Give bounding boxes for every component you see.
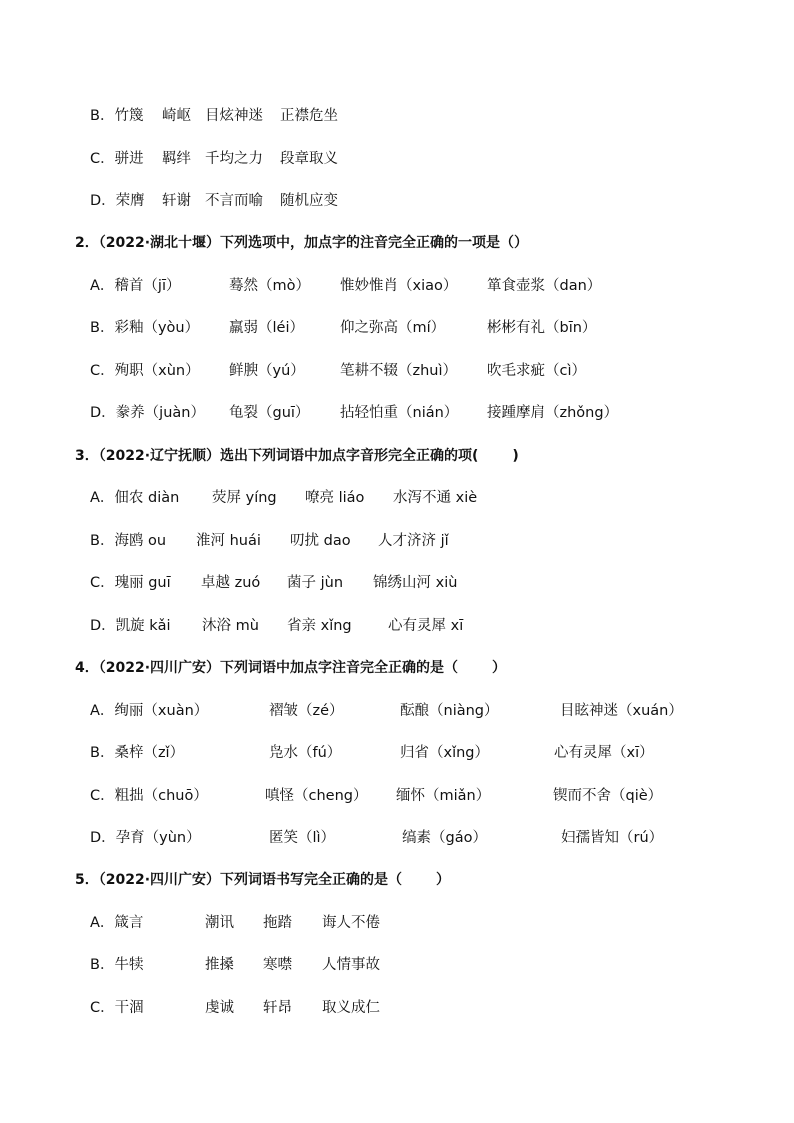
option-text: 诲人不倦 [322, 915, 380, 931]
option-text: 拈轻怕重（nián） [340, 405, 459, 421]
question-text-end: ) [512, 448, 519, 464]
option-text: D．凯旋 kǎi [90, 618, 171, 634]
option-text: 荧屏 yíng [212, 490, 277, 506]
question-text-end: ） [492, 660, 507, 676]
option-text: 羁绊 [162, 151, 191, 167]
option-text: 目眩神迷（xuán） [560, 703, 683, 719]
option-text: 接踵摩肩（zhǒng） [487, 405, 619, 421]
question-text-main: 3．（2022·辽宁抚顺）选出下列词语中加点字音形完全正确的项( [75, 448, 479, 464]
option-text: 龟裂（guī） [229, 405, 310, 421]
option-text: 段章取义 [280, 151, 338, 167]
option-text: 吹毛求疵（cì） [487, 363, 587, 379]
option-text: 轩昂 [263, 1000, 292, 1016]
option-text: 叨扰 dao [290, 533, 351, 549]
option-text: B．海鸥 ou [90, 533, 167, 549]
option-text: D．孕育（yùn） [90, 830, 201, 846]
option-text: 褶皱（zé） [269, 703, 344, 719]
option-text: 不言而喻 [205, 193, 263, 209]
question-stem [0, 656, 794, 680]
option-row [0, 147, 794, 171]
option-text: 羸弱（léi） [229, 320, 304, 336]
option-text: 沐浴 mù [202, 618, 259, 634]
option-text: B．彩釉（yòu） [90, 320, 200, 336]
option-row [0, 741, 794, 765]
option-text: 锲而不舍（qiè） [553, 788, 663, 804]
question-text [75, 656, 506, 680]
option-text: 心有灵犀（xī） [554, 745, 654, 761]
question-text [75, 868, 450, 892]
option-text: 笔耕不辍（zhuì） [340, 363, 458, 379]
option-text: A．稽首（jī） [90, 278, 181, 294]
option-text: 崎岖 [162, 108, 191, 124]
option-text: 虔诚 [205, 1000, 234, 1016]
option-row [0, 953, 794, 977]
option-text: D．荣膺 [90, 193, 145, 209]
option-text: 妇孺皆知（rú） [561, 830, 664, 846]
option-text: 寒噤 [263, 957, 292, 973]
option-text: 潮讯 [205, 915, 234, 931]
option-text: 水泻不通 xiè [393, 490, 478, 506]
option-text: 缅怀（miǎn） [396, 788, 491, 804]
option-row [0, 274, 794, 298]
option-text: 菌子 jùn [287, 575, 344, 591]
option-text: C．瑰丽 guī [90, 575, 171, 591]
option-text: B．牛犊 [90, 957, 144, 973]
option-text: 拖踏 [263, 915, 292, 931]
option-text: 嘹亮 liáo [305, 490, 365, 506]
option-text: 鲜腴（yú） [229, 363, 305, 379]
option-text: 凫水（fú） [269, 745, 342, 761]
option-text: A．绚丽（xuàn） [90, 703, 209, 719]
question-stem [0, 868, 794, 892]
option-text: 随机应变 [280, 193, 338, 209]
option-text: 心有灵犀 xī [388, 618, 464, 634]
option-text: C．殉职（xùn） [90, 363, 200, 379]
question-text-end: ） [436, 872, 451, 888]
option-text: 锦绣山河 xiù [373, 575, 458, 591]
option-text: 归省（xǐng） [400, 745, 490, 761]
option-row [0, 699, 794, 723]
option-row [0, 316, 794, 340]
option-row [0, 529, 794, 553]
option-row [0, 571, 794, 595]
question-text: 2．（2022·湖北十堰）下列选项中，加点字的注音完全正确的一项是（） [75, 235, 529, 251]
option-text: B．竹篾 [90, 108, 144, 124]
option-text: 卓越 zuó [201, 575, 261, 591]
option-row [0, 359, 794, 383]
option-text: 缟素（gáo） [402, 830, 487, 846]
option-text: A．佃农 diàn [90, 490, 180, 506]
option-row [0, 826, 794, 850]
option-row [0, 784, 794, 808]
option-text: C．干涸 [90, 1000, 144, 1016]
option-text: 正襟危坐 [280, 108, 338, 124]
question-stem [0, 231, 794, 255]
option-text: 彬彬有礼（bīn） [487, 320, 597, 336]
option-text: 省亲 xǐng [287, 618, 352, 634]
option-text: 取义成仁 [322, 1000, 380, 1016]
option-text: 淮河 huái [196, 533, 261, 549]
option-row [0, 996, 794, 1020]
option-text: 人情事故 [322, 957, 380, 973]
question-text-main: 5．（2022·四川广安）下列词语书写完全正确的是（ [75, 872, 403, 888]
option-text: D．豢养（juàn） [90, 405, 205, 421]
option-text: A．箴言 [90, 915, 144, 931]
option-text: 惟妙惟肖（xiao） [340, 278, 458, 294]
option-row [0, 104, 794, 128]
option-row [0, 401, 794, 425]
option-text: B．桑梓（zǐ） [90, 745, 185, 761]
option-text: 酝酿（niàng） [400, 703, 499, 719]
option-text: 箪食壶浆（dan） [487, 278, 602, 294]
option-row [0, 614, 794, 638]
question-stem [0, 444, 794, 468]
option-text: 仰之弥高（mí） [340, 320, 446, 336]
option-text: 轩谢 [162, 193, 191, 209]
question-text [75, 444, 519, 468]
option-text: C．骈进 [90, 151, 144, 167]
question-text-main: 4．（2022·四川广安）下列词语中加点字注音完全正确的是（ [75, 660, 459, 676]
option-text: C．粗拙（chuō） [90, 788, 208, 804]
option-text: 目炫神迷 [205, 108, 263, 124]
option-row [0, 189, 794, 213]
option-text: 推搡 [205, 957, 234, 973]
option-row [0, 486, 794, 510]
option-text: 人才济济 jǐ [378, 533, 449, 549]
option-text: 千均之力 [205, 151, 263, 167]
option-text: 嗔怪（cheng） [265, 788, 368, 804]
option-text: 匿笑（lì） [269, 830, 336, 846]
option-text: 蓦然（mò） [229, 278, 310, 294]
option-row [0, 911, 794, 935]
